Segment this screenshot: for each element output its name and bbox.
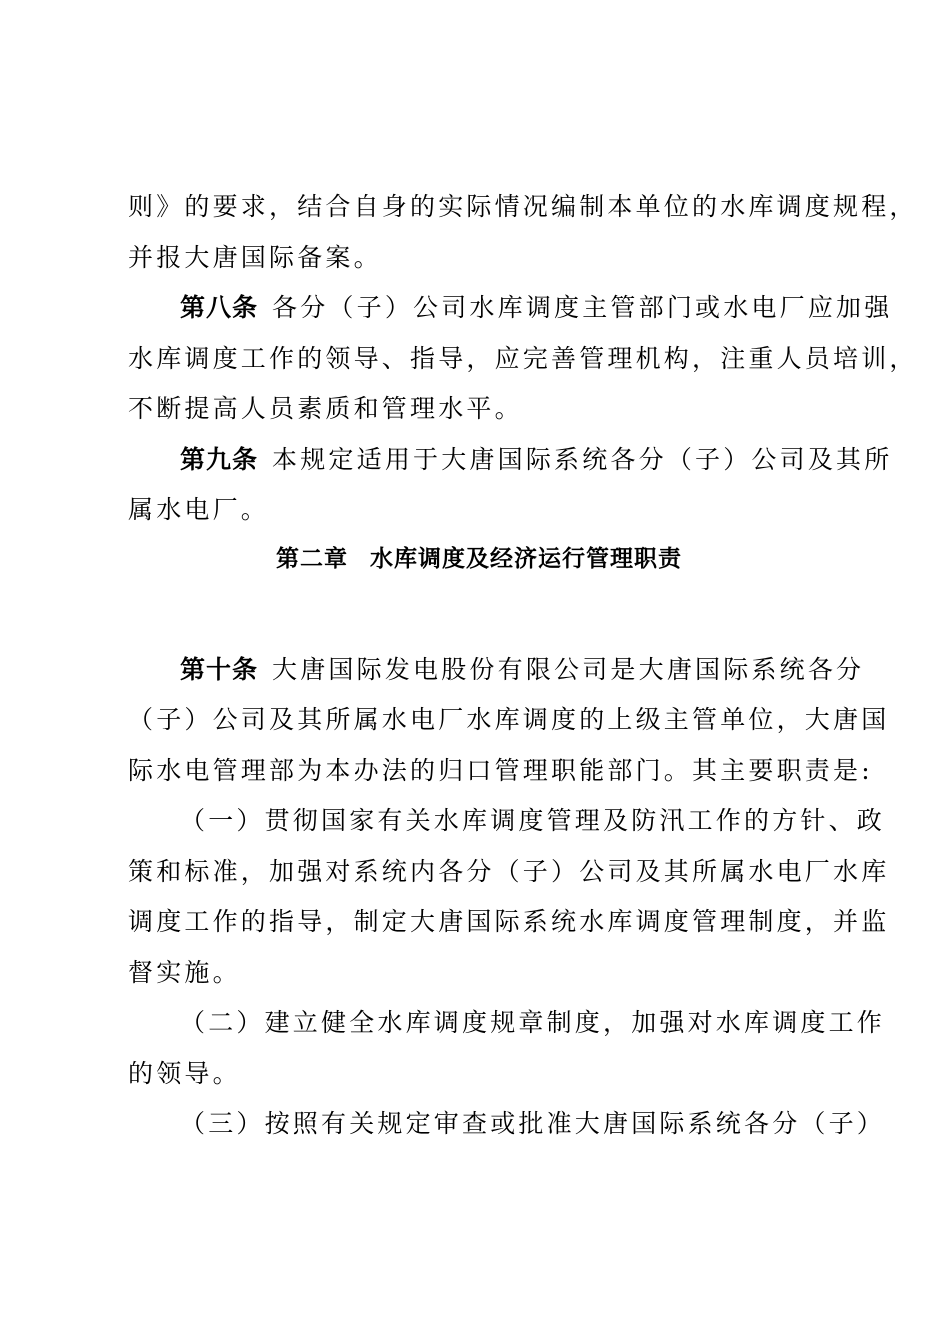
article-10-label: 第十条 <box>180 655 259 684</box>
article-8-label: 第八条 <box>180 293 259 322</box>
paragraph-line: 不断提高人员素质和管理水平。 <box>128 394 523 423</box>
chapter-heading <box>0 544 950 574</box>
paragraph-line: 策和标准，加强对系统内各分（子）公司及其所属水电厂水库 <box>128 857 890 886</box>
article-9-text: 本规定适用于大唐国际系统各分（子）公司及其所 <box>272 445 893 474</box>
paragraph-line: 水库调度工作的领导、指导，应完善管理机构，注重人员培训， <box>128 344 918 373</box>
article-9-label: 第九条 <box>180 445 259 474</box>
paragraph-line: 督实施。 <box>128 958 241 987</box>
paragraph-line: 并报大唐国际备案。 <box>128 243 382 272</box>
article-10-text: 大唐国际发电股份有限公司是大唐国际系统各分 <box>272 655 865 684</box>
paragraph-line: 调度工作的指导，制定大唐国际系统水库调度管理制度，并监 <box>128 907 890 936</box>
chapter-number: 第二章 <box>276 546 348 572</box>
article-10-first-line <box>180 655 865 685</box>
item-3-first-line: （三）按照有关规定审查或批准大唐国际系统各分（子） <box>180 1109 886 1138</box>
item-1-first-line: （一）贯彻国家有关水库调度管理及防汛工作的方针、政 <box>180 806 886 835</box>
paragraph-line: 际水电管理部为本办法的归口管理职能部门。其主要职责是: <box>128 756 873 785</box>
paragraph-line: （子）公司及其所属水电厂水库调度的上级主管单位，大唐国 <box>128 705 890 734</box>
item-2-first-line: （二）建立健全水库调度规章制度，加强对水库调度工作 <box>180 1008 886 1037</box>
article-9-first-line <box>180 445 893 475</box>
paragraph-line: 属水电厂。 <box>128 495 270 524</box>
paragraph-line: 则》的要求，结合自身的实际情况编制本单位的水库调度规程， <box>128 192 918 221</box>
article-8-text: 各分（子）公司水库调度主管部门或水电厂应加强 <box>272 293 893 322</box>
chapter-title: 水库调度及经济运行管理职责 <box>370 546 682 572</box>
article-8-first-line <box>180 293 893 323</box>
paragraph-line: 的领导。 <box>128 1059 241 1088</box>
